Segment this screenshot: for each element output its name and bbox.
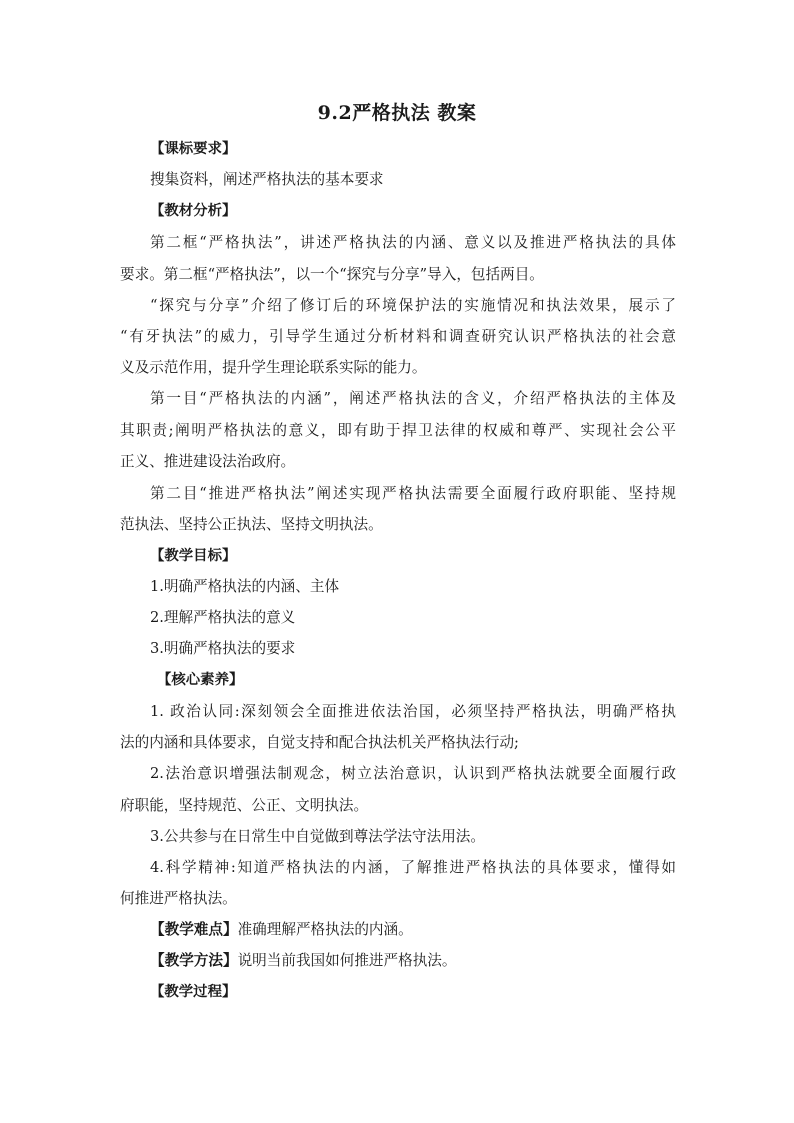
section-heading-literacy: 【核心素养】: [157, 672, 244, 688]
method-line: [150, 951, 710, 971]
paragraph-line: “探究与分享”介绍了修订后的环境保护法的实施情况和执法效果，展示了: [150, 297, 676, 314]
paragraph-line: 府职能，坚持规范、公正、文明执法。: [120, 797, 369, 814]
paragraph-line: “有牙执法”的威力，引导学生通过分析材料和调查研究认识严格执法的社会意: [120, 328, 676, 345]
list-item: 3.明确严格执法的要求: [150, 640, 296, 657]
paragraph-line: 正义、推进建设法治政府。: [120, 453, 296, 470]
paragraph-line: 第二框“严格执法”，讲述严格执法的内涵、意义以及推进严格执法的具体: [150, 234, 676, 251]
paragraph-line: 要求。第二框“严格执法”，以一个“探究与分享”导入，包括两目。: [120, 266, 544, 283]
section-heading-curriculum: 【课标要求】: [150, 141, 237, 157]
paragraph-line: 何推进严格执法。: [120, 890, 237, 907]
difficulty-text: 准确理解严格执法的内涵。: [237, 921, 413, 938]
difficulty-line: [150, 920, 710, 940]
method-text: 说明当前我国如何推进严格执法。: [237, 952, 457, 969]
list-item: 1.明确严格执法的内涵、主体: [150, 578, 340, 595]
paragraph-line: 第二目“推进严格执法”阐述实现严格执法需要全面履行政府职能、坚持规: [150, 485, 676, 502]
section-heading-goals: 【教学目标】: [150, 548, 237, 564]
section-heading-difficulty: 【教学难点】: [150, 921, 238, 938]
paragraph-line: 法的内涵和具体要求，自觉支持和配合执法机关严格执法行动;: [120, 734, 519, 751]
section-heading-textbook: 【教材分析】: [150, 203, 237, 219]
paragraph-line: 4.科学精神:知道严格执法的内涵，了解推进严格执法的具体要求，懂得如: [150, 859, 676, 876]
paragraph-line: 范执法、坚持公正执法、坚持文明执法。: [120, 516, 383, 533]
document-title: 9.2严格执法 教案: [317, 102, 477, 124]
paragraph-line: 搜集资料，阐述严格执法的基本要求: [150, 171, 384, 188]
paragraph-line: 其职责;阐明严格执法的意义，即有助于捍卫法律的权威和尊严、实现社会公平: [120, 422, 676, 439]
paragraph-line: 1. 政治认同:深刻领会全面推进依法治国，必须坚持严格执法，明确严格执: [150, 703, 676, 720]
paragraph-line: 2.法治意识增强法制观念，树立法治意识，认识到严格执法就要全面履行政: [150, 765, 676, 782]
list-item: 2.理解严格执法的意义: [150, 609, 296, 626]
paragraph-line: 义及示范作用，提升学生理论联系实际的能力。: [120, 359, 427, 376]
section-heading-method: 【教学方法】: [150, 952, 238, 969]
paragraph-line: 3.公共参与在日常生中自觉做到尊法学法守法用法。: [150, 828, 485, 845]
section-heading-process: 【教学过程】: [150, 984, 237, 1000]
paragraph-line: 第一目“严格执法的内涵”，阐述严格执法的含义，介绍严格执法的主体及: [150, 390, 676, 407]
